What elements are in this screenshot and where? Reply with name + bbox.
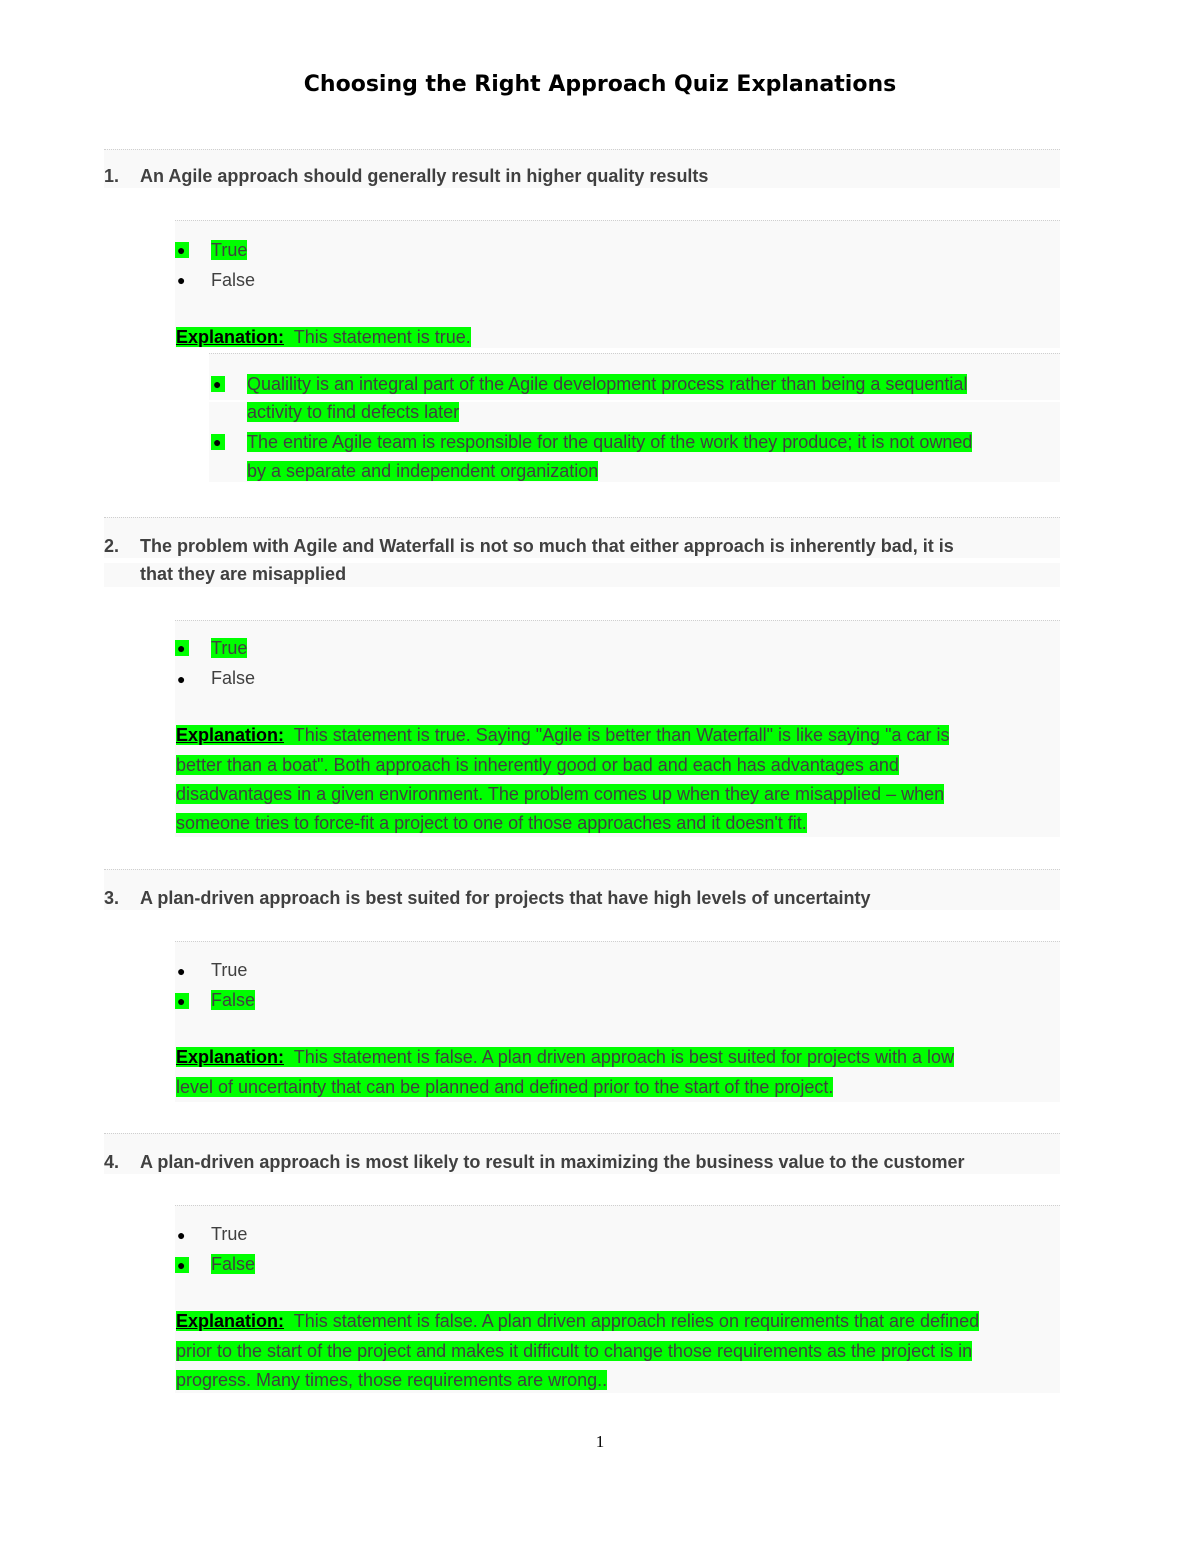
bullet-icon: ● xyxy=(177,671,186,687)
sub-point-line: activity to find defects later xyxy=(247,402,460,422)
explanation-line: level of uncertainty that can be planned and defined prior to the start of the project. xyxy=(176,1077,834,1097)
bullet-icon: ● xyxy=(175,640,189,656)
bullet-icon: ● xyxy=(211,376,225,392)
explanation-line: prior to the start of the project and makes it difficult to change those requirements as the project is in xyxy=(176,1341,973,1361)
question-text: that they are misapplied xyxy=(140,564,347,584)
explanation: Explanation: This statement is false. A plan driven approach is best suited for projects with a low xyxy=(176,1047,955,1067)
explanation-line: better than a boat". Both approach is inherently good or bad and each has advantages and xyxy=(176,755,899,775)
question-number: 1. xyxy=(104,166,120,186)
sub-point-line: by a separate and independent organization xyxy=(247,461,599,481)
explanation-line: someone tries to force-fit a project to one of those approaches and it doesn't fit. xyxy=(176,813,807,833)
question-number: 2. xyxy=(104,536,120,556)
explanation-line: disadvantages in a given environment. The problem comes up when they are misapplied – when xyxy=(176,784,945,804)
option-true: True xyxy=(211,960,248,980)
option-false: False xyxy=(211,270,256,290)
bullet-icon: ● xyxy=(175,1257,189,1273)
explanation-line: progress. Many times, those requirements are wrong.. xyxy=(176,1370,608,1390)
option-true: True xyxy=(211,240,248,260)
bullet-icon: ● xyxy=(177,1227,186,1243)
question-text: An Agile approach should generally result in higher quality results xyxy=(140,166,709,186)
question-text: A plan-driven approach is most likely to result in maximizing the business value to the customer xyxy=(140,1152,965,1172)
sub-point-line: Qualility is an integral part of the Agile development process rather than being a sequential xyxy=(247,374,968,394)
question-text: The problem with Agile and Waterfall is not so much that either approach is inherently bad, it is xyxy=(140,536,954,556)
option-true: True xyxy=(211,638,248,658)
options-band xyxy=(175,1205,1060,1393)
document-title: Choosing the Right Approach Quiz Explanations xyxy=(303,72,897,97)
option-false: False xyxy=(211,990,256,1010)
option-true: True xyxy=(211,1224,248,1244)
explanation: Explanation: This statement is true. xyxy=(176,327,471,347)
bullet-icon: ● xyxy=(211,434,225,450)
option-false: False xyxy=(211,1254,256,1274)
question-number: 3. xyxy=(104,888,120,908)
bullet-icon: ● xyxy=(177,272,186,288)
bullet-icon: ● xyxy=(175,993,189,1009)
question-number: 4. xyxy=(104,1152,120,1172)
explanation: Explanation: This statement is true. Saying "Agile is better than Waterfall" is like saying "a car is xyxy=(176,725,950,745)
question-text: A plan-driven approach is best suited for projects that have high levels of uncertainty xyxy=(140,888,871,908)
bullet-icon: ● xyxy=(177,963,186,979)
sub-point-line: The entire Agile team is responsible for the quality of the work they produce; it is not owned xyxy=(247,432,973,452)
explanation: Explanation: This statement is false. A plan driven approach relies on requirements that are defined xyxy=(176,1311,980,1331)
page-number: 1 xyxy=(595,1432,605,1451)
option-false: False xyxy=(211,668,256,688)
bullet-icon: ● xyxy=(175,242,189,258)
